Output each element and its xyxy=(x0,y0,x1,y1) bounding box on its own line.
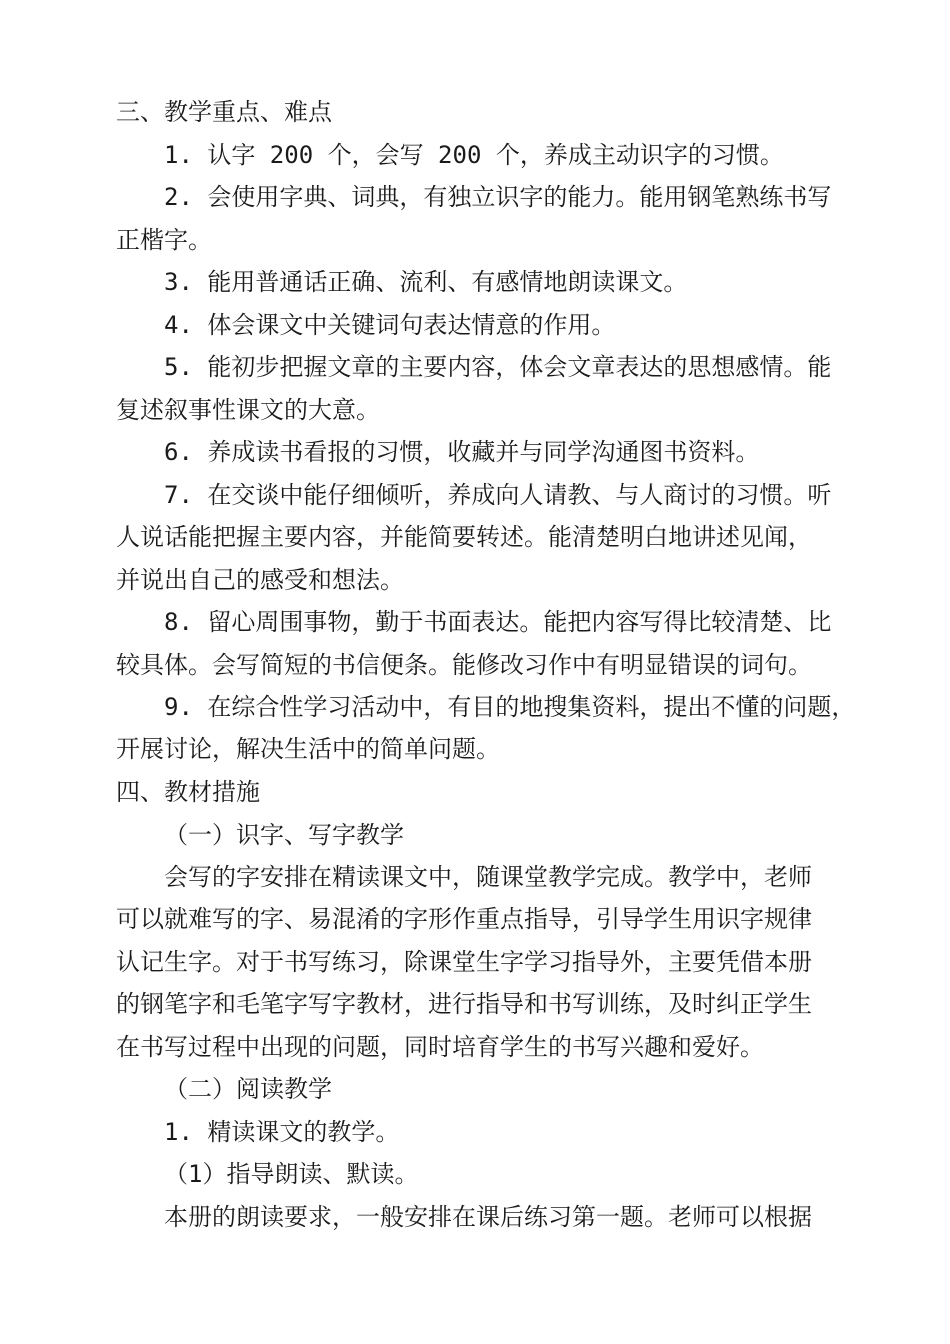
list-item-continuation: 复述叙事性课文的大意。 xyxy=(116,396,380,424)
paragraph-line: 认记生字。对于书写练习，除课堂生字学习指导外，主要凭借本册 xyxy=(116,948,812,976)
list-item-continuation: 正楷字。 xyxy=(116,226,212,254)
paragraph-line: 本册的朗读要求，一般安排在课后练习第一题。老师可以根据 xyxy=(164,1203,812,1231)
subsection-heading: （二）阅读教学 xyxy=(164,1075,332,1103)
list-item-continuation: 并说出自己的感受和想法。 xyxy=(116,566,404,594)
paragraph-line: 可以就难写的字、易混淆的字形作重点指导，引导学生用识字规律 xyxy=(116,905,812,933)
section-heading: 四、教材措施 xyxy=(116,778,260,806)
list-item: （1）指导朗读、默读。 xyxy=(164,1160,419,1188)
subsection-heading: （一）识字、写字教学 xyxy=(164,821,404,849)
paragraph-line: 的钢笔字和毛笔字写字教材，进行指导和书写训练，及时纠正学生 xyxy=(116,990,812,1018)
list-item: 1. 认字 200 个，会写 200 个，养成主动识字的习惯。 xyxy=(164,141,784,169)
list-item: 7. 在交谈中能仔细倾听，养成向人请教、与人商讨的习惯。听 xyxy=(164,481,832,509)
list-item: 3. 能用普通话正确、流利、有感情地朗读课文。 xyxy=(164,268,688,296)
list-item-continuation: 人说话能把握主要内容，并能简要转述。能清楚明白地讲述见闻， xyxy=(116,523,812,551)
list-item: 6. 养成读书看报的习惯，收藏并与同学沟通图书资料。 xyxy=(164,438,760,466)
paragraph-line: 在书写过程中出现的问题，同时培育学生的书写兴趣和爱好。 xyxy=(116,1033,764,1061)
list-item: 4. 体会课文中关键词句表达情意的作用。 xyxy=(164,311,616,339)
list-item: 8. 留心周围事物，勤于书面表达。能把内容写得比较清楚、比 xyxy=(164,608,832,636)
list-item: 2. 会使用字典、词典，有独立识字的能力。能用钢笔熟练书写 xyxy=(164,183,832,211)
list-item-continuation: 开展讨论，解决生活中的简单问题。 xyxy=(116,735,500,763)
list-item: 9. 在综合性学习活动中，有目的地搜集资料，提出不懂的问题， xyxy=(164,693,856,721)
paragraph-line: 会写的字安排在精读课文中，随课堂教学完成。教学中，老师 xyxy=(164,863,812,891)
list-item: 1. 精读课文的教学。 xyxy=(164,1118,400,1146)
list-item-continuation: 较具体。会写简短的书信便条。能修改习作中有明显错误的词句。 xyxy=(116,651,812,679)
list-item: 5. 能初步把握文章的主要内容，体会文章表达的思想感情。能 xyxy=(164,353,832,381)
section-heading: 三、教学重点、难点 xyxy=(116,98,332,126)
